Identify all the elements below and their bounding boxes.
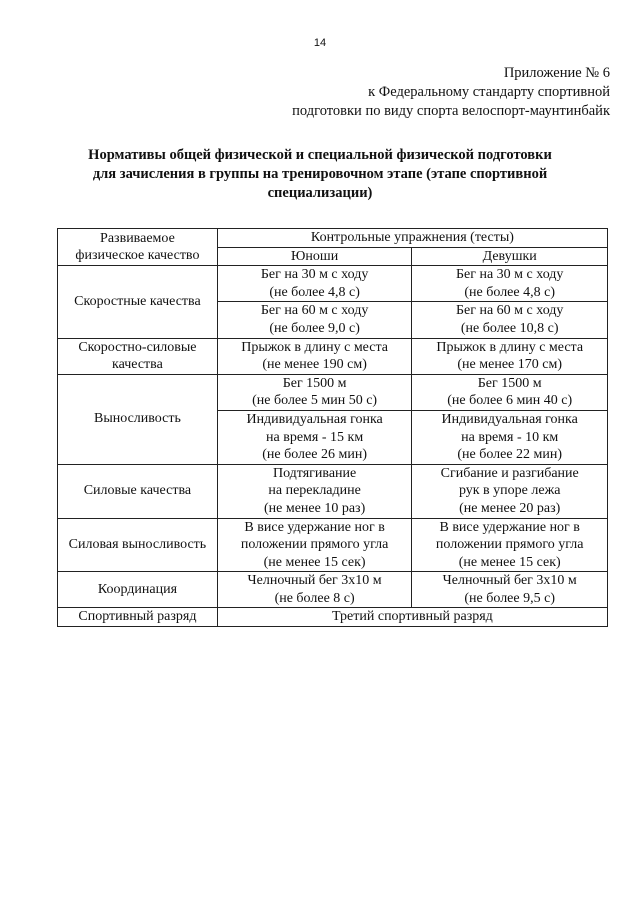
page-number: 14 xyxy=(313,37,327,49)
boys-cell xyxy=(217,338,412,374)
header-tests: Контрольные упражнения (тесты) xyxy=(217,229,607,248)
table-header-row xyxy=(58,229,608,248)
header-quality-line: Развиваемое xyxy=(100,230,175,246)
cell-line: (не более 26 мин) xyxy=(262,447,367,463)
table-row xyxy=(58,338,608,374)
appendix-line: к Федеральному стандарту спортивной xyxy=(368,84,610,100)
cell-line: (не более 4,8 с) xyxy=(464,284,555,300)
cell-line: (не более 6 мин 40 с) xyxy=(447,393,573,409)
cell-line: Бег на 60 м с ходу xyxy=(260,303,369,319)
quality-label: Выносливость xyxy=(58,374,218,464)
quality-label xyxy=(58,338,218,374)
cell-line: Индивидуальная гонка xyxy=(441,411,578,427)
quality-label: Спортивный разряд xyxy=(58,608,218,627)
girls-cell xyxy=(412,266,608,302)
table-row xyxy=(58,374,608,410)
cell-line: Прыжок в длину с места xyxy=(241,339,388,355)
cell-line: Сгибание и разгибание xyxy=(440,465,579,481)
boys-cell xyxy=(217,518,412,572)
cell-line: Бег 1500 м xyxy=(477,375,542,391)
cell-line: (не более 9,5 с) xyxy=(464,590,555,606)
girls-cell xyxy=(412,374,608,410)
document-title xyxy=(60,146,580,203)
cell-line: В висе удержание ног в xyxy=(244,519,385,535)
cell-line: положении прямого угла xyxy=(240,537,389,553)
header-quality-line: физическое качество xyxy=(75,248,200,264)
header-girls: Девушки xyxy=(412,247,608,266)
norms-table xyxy=(57,228,608,627)
quality-label: Силовая выносливость xyxy=(58,518,218,572)
cell-line: (не менее 20 раз) xyxy=(459,500,561,516)
appendix-line: Приложение № 6 xyxy=(503,65,610,81)
girls-cell xyxy=(412,518,608,572)
cell-line: Бег на 30 м с ходу xyxy=(455,267,564,283)
cell-line: Бег на 30 м с ходу xyxy=(260,267,369,283)
cell-line: качества xyxy=(112,357,163,373)
girls-cell xyxy=(412,338,608,374)
table-row xyxy=(58,518,608,572)
appendix-header xyxy=(230,64,610,121)
cell-line: (не менее 15 сек) xyxy=(263,554,366,570)
cell-line: Подтягивание xyxy=(272,465,357,481)
cell-line: (не более 10,8 с) xyxy=(460,320,559,336)
cell-line: рук в упоре лежа xyxy=(458,483,561,499)
quality-label: Скоростные качества xyxy=(58,266,218,338)
header-quality xyxy=(58,229,218,266)
cell-line: (не более 9,0 с) xyxy=(269,320,360,336)
cell-line: Бег на 60 м с ходу xyxy=(455,303,564,319)
title-line: Нормативы общей физической и специальной физической подготовки xyxy=(88,147,552,163)
cell-line: Прыжок в длину с места xyxy=(436,339,584,355)
appendix-line: подготовки по виду спорта велоспорт-маунтинбайк xyxy=(292,103,610,119)
table-row xyxy=(58,572,608,608)
cell-line: (не более 22 мин) xyxy=(457,447,563,463)
cell-line: (не более 4,8 с) xyxy=(269,284,360,300)
cell-line: Индивидуальная гонка xyxy=(246,411,383,427)
title-line: для зачисления в группы на тренировочном этапе (этапе спортивной xyxy=(92,166,548,182)
cell-line: В висе удержание ног в xyxy=(439,519,580,535)
table-row xyxy=(58,464,608,518)
girls-cell xyxy=(412,302,608,338)
quality-label: Силовые качества xyxy=(58,464,218,518)
cell-line: на время - 10 км xyxy=(461,429,559,445)
girls-cell xyxy=(412,464,608,518)
cell-line: Скоростно-силовые xyxy=(78,339,197,355)
cell-line: (не менее 170 см) xyxy=(457,357,562,373)
cell-line: Челночный бег 3x10 м xyxy=(247,573,382,589)
girls-cell xyxy=(412,410,608,464)
boys-cell xyxy=(217,572,412,608)
cell-line: на перекладине xyxy=(268,483,361,499)
table-row xyxy=(58,266,608,302)
boys-cell xyxy=(217,410,412,464)
cell-line: (не более 8 с) xyxy=(274,590,355,606)
quality-label: Координация xyxy=(58,572,218,608)
boys-cell xyxy=(217,374,412,410)
cell-line: (не менее 15 сек) xyxy=(458,554,561,570)
cell-line: Челночный бег 3x10 м xyxy=(442,573,577,589)
girls-cell xyxy=(412,572,608,608)
cell-line: (не менее 190 см) xyxy=(262,357,367,373)
header-boys: Юноши xyxy=(217,247,412,266)
boys-cell xyxy=(217,464,412,518)
boys-cell xyxy=(217,302,412,338)
boys-cell xyxy=(217,266,412,302)
cell-line: (не более 5 мин 50 с) xyxy=(252,393,378,409)
title-line: специализации) xyxy=(267,185,373,201)
rank-value: Третий спортивный разряд xyxy=(217,608,607,627)
cell-line: Бег 1500 м xyxy=(282,375,347,391)
cell-line: положении прямого угла xyxy=(435,537,584,553)
cell-line: на время - 15 км xyxy=(266,429,364,445)
cell-line: (не менее 10 раз) xyxy=(263,500,366,516)
table-row xyxy=(58,608,608,627)
